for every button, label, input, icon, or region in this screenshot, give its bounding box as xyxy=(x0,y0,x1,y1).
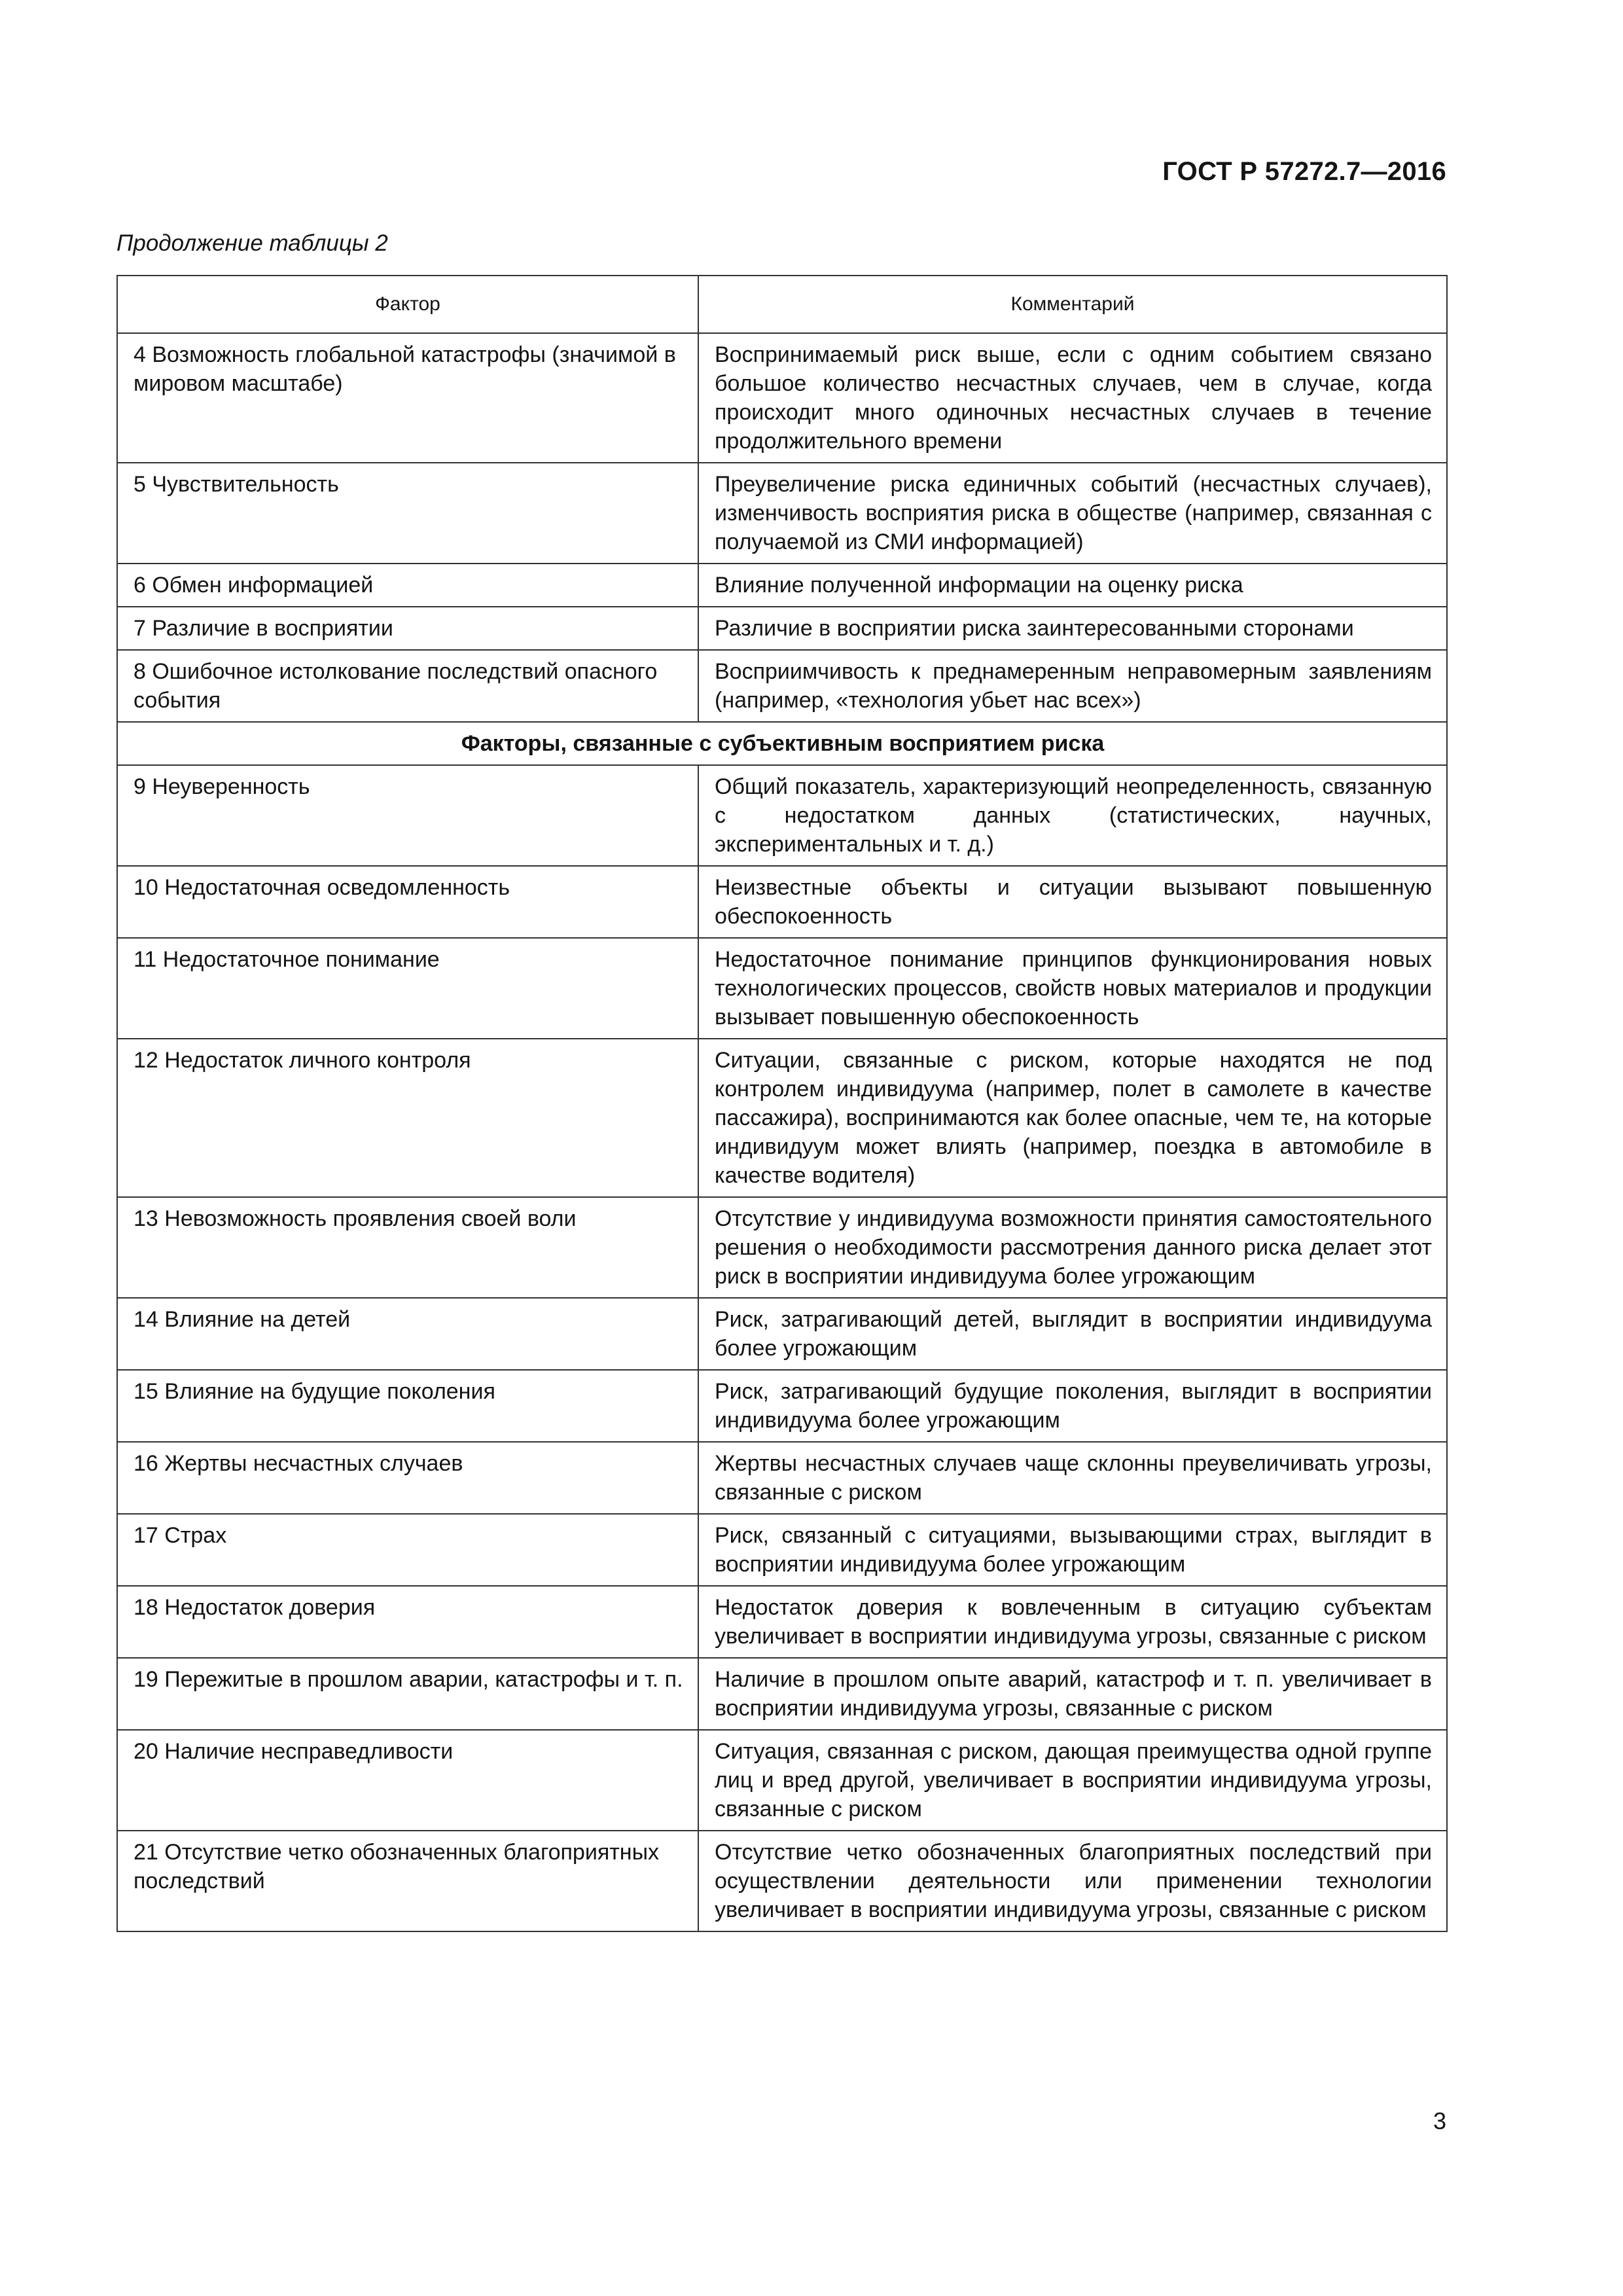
factor-cell: 7 Различие в восприятии xyxy=(117,607,698,650)
column-header-comment: Комментарий xyxy=(698,276,1447,333)
table-row xyxy=(117,1831,1447,1931)
table-row xyxy=(117,1730,1447,1831)
comment-cell: Преувеличение риска единичных событий (несчастных случаев), изменчивость восприятия риска в обществе (например, связанная с получаемой из СМИ информацией) xyxy=(698,463,1447,564)
comment-cell: Неизвестные объекты и ситуации вызывают повышенную обеспокоенность xyxy=(698,866,1447,938)
factor-cell: 9 Неуверенность xyxy=(117,765,698,866)
factor-cell: 8 Ошибочное истолкование последствий опасного события xyxy=(117,650,698,722)
factor-cell: 6 Обмен информацией xyxy=(117,564,698,607)
table-row xyxy=(117,1658,1447,1730)
table-row xyxy=(117,1370,1447,1442)
section-title: Факторы, связанные с субъективным восприятием риска xyxy=(117,722,1447,765)
column-header-factor: Фактор xyxy=(117,276,698,333)
table-row xyxy=(117,938,1447,1039)
comment-cell: Наличие в прошлом опыте аварий, катастроф и т. п. увеличивает в восприятии индивидуума угрозы, связанные с риском xyxy=(698,1658,1447,1730)
factor-cell: 16 Жертвы несчастных случаев xyxy=(117,1442,698,1514)
page-number: 3 xyxy=(1433,2108,1446,2134)
comment-cell: Восприимчивость к преднамеренным неправомерным заявлениям (например, «технология убьет нас всех») xyxy=(698,650,1447,722)
factor-cell: 15 Влияние на будущие поколения xyxy=(117,1370,698,1442)
table-row xyxy=(117,1197,1447,1298)
comment-cell: Общий показатель, характеризующий неопределенность, связанную с недостатком данных (статистических, научных, экспериментальных и т. д.) xyxy=(698,765,1447,866)
factor-cell: 14 Влияние на детей xyxy=(117,1298,698,1370)
comment-cell: Различие в восприятии риска заинтересованными сторонами xyxy=(698,607,1447,650)
factor-cell: 21 Отсутствие четко обозначенных благоприятных последствий xyxy=(117,1831,698,1931)
factor-cell: 20 Наличие несправедливости xyxy=(117,1730,698,1831)
comment-cell: Риск, затрагивающий будущие поколения, выглядит в восприятии индивидуума более угрожающим xyxy=(698,1370,1447,1442)
comment-cell: Ситуация, связанная с риском, дающая преимущества одной группе лиц и вред другой, увеличивает в восприятии индивидуума угрозы, связанные с риском xyxy=(698,1730,1447,1831)
comment-cell: Воспринимаемый риск выше, если с одним событием связано большое количество несчастных случаев, чем в случае, когда происходит много одиночных несчастных случаев в течение продолжительного времени xyxy=(698,333,1447,463)
factor-cell: 11 Недостаточное понимание xyxy=(117,938,698,1039)
factor-cell: 12 Недостаток личного контроля xyxy=(117,1039,698,1197)
table-row xyxy=(117,1039,1447,1197)
table-row xyxy=(117,765,1447,866)
factor-cell: 18 Недостаток доверия xyxy=(117,1586,698,1658)
table-row xyxy=(117,564,1447,607)
table-row xyxy=(117,1514,1447,1586)
factor-cell: 17 Страх xyxy=(117,1514,698,1586)
table-header-row xyxy=(117,276,1447,333)
table-row xyxy=(117,463,1447,564)
comment-cell: Недостаточное понимание принципов функционирования новых технологических процессов, свойств новых материалов и продукции вызывает повышенную обеспокоенность xyxy=(698,938,1447,1039)
table-row xyxy=(117,866,1447,938)
factor-cell: 13 Невозможность проявления своей воли xyxy=(117,1197,698,1298)
table-row xyxy=(117,1586,1447,1658)
table-row xyxy=(117,333,1447,463)
factor-cell: 5 Чувствительность xyxy=(117,463,698,564)
table-caption: Продолжение таблицы 2 xyxy=(116,230,388,256)
table-row xyxy=(117,1298,1447,1370)
comment-cell: Риск, связанный с ситуациями, вызывающими страх, выглядит в восприятии индивидуума более угрожающим xyxy=(698,1514,1447,1586)
document-code: ГОСТ Р 57272.7—2016 xyxy=(1162,157,1446,186)
table-row xyxy=(117,607,1447,650)
comment-cell: Ситуации, связанные с риском, которые находятся не под контролем индивидуума (например, полет в самолете в качестве пассажира), воспринимаются как более опасные, чем те, на которые индивидуум может влиять (например, поездка в автомобиле в качестве водителя) xyxy=(698,1039,1447,1197)
factor-cell: 19 Пережитые в прошлом аварии, катастрофы и т. п. xyxy=(117,1658,698,1730)
comment-cell: Риск, затрагивающий детей, выглядит в восприятии индивидуума более угрожающим xyxy=(698,1298,1447,1370)
factor-cell: 10 Недостаточная осведомленность xyxy=(117,866,698,938)
section-row xyxy=(117,722,1447,765)
table-row xyxy=(117,650,1447,722)
comment-cell: Отсутствие четко обозначенных благоприятных последствий при осуществлении деятельности или применении технологии увеличивает в восприятии индивидуума угрозы, связанные с риском xyxy=(698,1831,1447,1931)
factors-table xyxy=(116,275,1448,1932)
comment-cell: Недостаток доверия к вовлеченным в ситуацию субъектам увеличивает в восприятии индивидуума угрозы, связанные с риском xyxy=(698,1586,1447,1658)
comment-cell: Влияние полученной информации на оценку риска xyxy=(698,564,1447,607)
factor-cell: 4 Возможность глобальной катастрофы (значимой в мировом масштабе) xyxy=(117,333,698,463)
comment-cell: Отсутствие у индивидуума возможности принятия самостоятельного решения о необходимости рассмотрения данного риска делает этот риск в восприятии индивидуума более угрожающим xyxy=(698,1197,1447,1298)
comment-cell: Жертвы несчастных случаев чаще склонны преувеличивать угрозы, связанные с риском xyxy=(698,1442,1447,1514)
table-row xyxy=(117,1442,1447,1514)
